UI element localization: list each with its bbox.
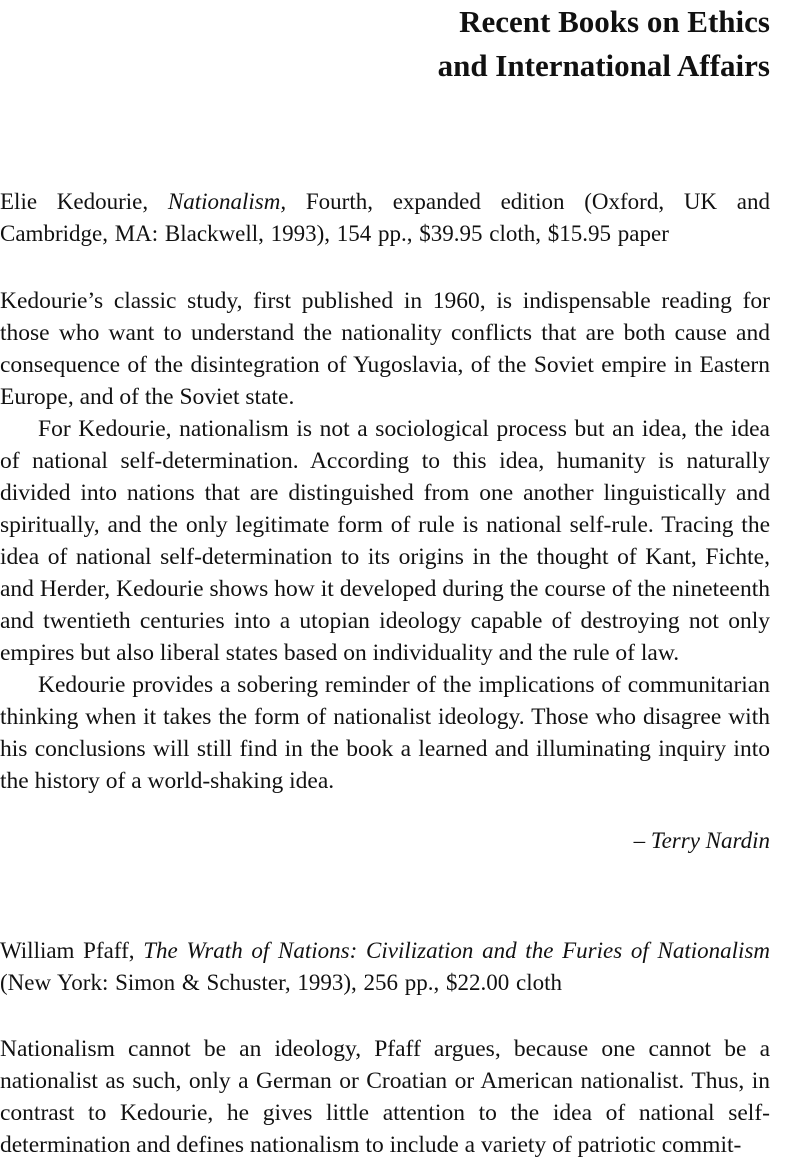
review-2-paragraph-1: Nationalism cannot be an ideology, Pfaff argues, because one cannot be a nationalist as such, only a German or Croatian or American nationalist. Thus, in contrast to Kedourie, he gives little attention to the idea of national self-determination and defines nationalism to include a variety of patriotic commit- <box>0 1036 770 1158</box>
page-title-line-2: and International Affairs <box>437 48 770 83</box>
review-2-citation <box>0 935 770 999</box>
page-title-line-1: Recent Books on Ethics <box>459 4 770 39</box>
review-1-paragraph-1: Kedourie’s classic study, first published in 1960, is indispensable reading for those who want to understand the nationality conflicts that are both cause and consequence of the disintegration of Yugoslavia, of the Soviet empire in Eastern Europe, and of the Soviet state. <box>0 288 770 410</box>
review-2 <box>0 935 770 999</box>
review-1-reviewer: – Terry Nardin <box>633 828 770 853</box>
review-2-publication-details: (New York: Simon & Schuster, 1993), 256 pp., $22.00 cloth <box>0 970 562 995</box>
review-2-author: William Pfaff, <box>0 938 135 963</box>
review-1 <box>0 186 770 250</box>
review-1-paragraph-3: Kedourie provides a sobering reminder of the implications of communitarian thinking when it takes the form of nationalist ideology. Those who disagree with his conclusions will still find in the book a learned and illuminating inquiry into the history of a world-shaking idea. <box>0 672 770 794</box>
page-title <box>438 0 770 88</box>
review-1-citation <box>0 186 770 250</box>
review-2-book-title: The Wrath of Nations: Civilization and the Furies of Nationalism <box>143 938 770 963</box>
review-1-author: Elie Kedourie, <box>0 189 149 214</box>
review-1-body <box>0 285 770 797</box>
review-1-publication-details: Fourth, expanded edition (Oxford, UK and Cambridge, MA: Blackwell, 1993), 154 pp., $39.95 cloth, $15.95 paper <box>0 189 771 246</box>
review-1-paragraph-2: For Kedourie, nationalism is not a sociological process but an idea, the idea of national self-determination. According to this idea, humanity is naturally divided into nations that are distinguished from one another linguistically and spiritually, and the only legitimate form of rule is national self-rule. Tracing the idea of national self-determination to its origins in the thought of Kant, Fichte, and Herder, Kedourie shows how it developed during the course of the nineteenth and twentieth centuries into a utopian ideology capable of destroying not only empires but also liberal states based on individuality and the rule of law. <box>0 416 770 666</box>
review-2-body <box>0 1033 770 1161</box>
review-1-book-title: Nationalism, <box>167 189 287 214</box>
